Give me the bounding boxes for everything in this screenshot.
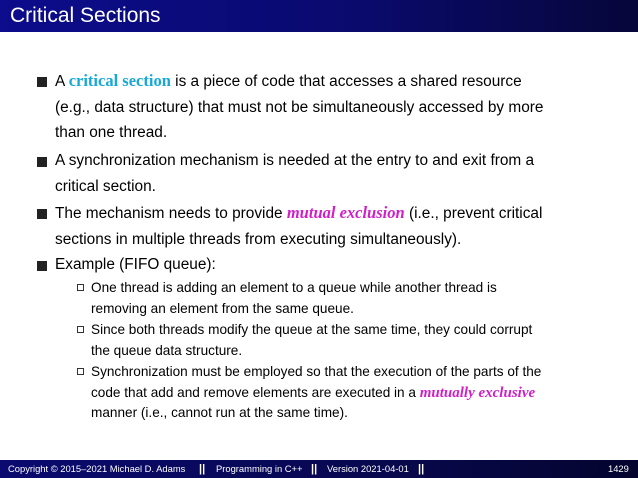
subbullet-adding-element [91,278,616,319]
hollow-square-bullet-icon [77,284,84,291]
subbullet-line: the queue data structure. [91,342,243,358]
footer-separator: || [311,463,318,475]
bullet-line: than one thread. [55,124,168,141]
text-run: code that add and remove elements are executed in a [91,384,420,400]
slide-title: Critical Sections [10,4,161,27]
hollow-square-bullet-icon [77,326,84,333]
subbullet-synchronization-employed [91,362,616,424]
text-run: is a piece of code that accesses a shared resource [170,73,522,90]
footer-version: Version 2021-04-01 [327,463,409,474]
term-critical-section: critical section [68,71,171,90]
bullet-line: sections in multiple threads from executing simultaneously). [55,230,462,248]
term-mutually-exclusive: mutually exclusive [419,384,536,401]
bullet-line: critical section. [55,177,156,195]
bullet-line [55,68,615,95]
subbullet-line [91,383,616,404]
footer-course: Programming in C++ [216,463,303,474]
subbullet-line: removing an element from the same queue. [91,300,354,316]
bullet-synchronization [55,148,615,199]
square-bullet-icon [37,261,47,271]
subbullet-line: Since both threads modify the queue at the same time, they could corrupt [91,322,533,337]
title-bar [0,0,638,32]
hollow-square-bullet-icon [77,368,84,375]
term-mutual-exclusion: mutual exclusion [286,203,405,222]
text-run: A [55,73,69,90]
subbullet-line: manner (i.e., cannot run at the same time). [91,405,348,420]
square-bullet-icon [37,157,47,167]
subbullet-modify-queue [91,320,616,361]
footer-copyright: Copyright © 2015–2021 Michael D. Adams [8,463,186,474]
bullet-example [55,252,615,278]
bullet-line: A synchronization mechanism is needed at the entry to and exit from a [55,152,535,169]
text-run: The mechanism needs to provide [55,205,287,222]
bullet-line: (e.g., data structure) that must not be simultaneously accessed by more [55,98,544,116]
text-run: (i.e., prevent critical [404,205,543,222]
bullet-mutual-exclusion [55,200,615,252]
subbullet-line: One thread is adding an element to a queue while another thread is [91,280,497,295]
bullet-line [55,200,615,227]
footer-separator: || [199,463,206,475]
subbullet-line: Synchronization must be employed so that the execution of the parts of the [91,364,542,379]
square-bullet-icon [37,77,47,87]
square-bullet-icon [37,209,47,219]
bullet-critical-section [55,68,615,146]
footer-page-number: 1429 [608,463,629,474]
footer-bar [0,460,638,478]
footer-separator: || [418,463,425,475]
bullet-line: Example (FIFO queue): [55,256,216,273]
